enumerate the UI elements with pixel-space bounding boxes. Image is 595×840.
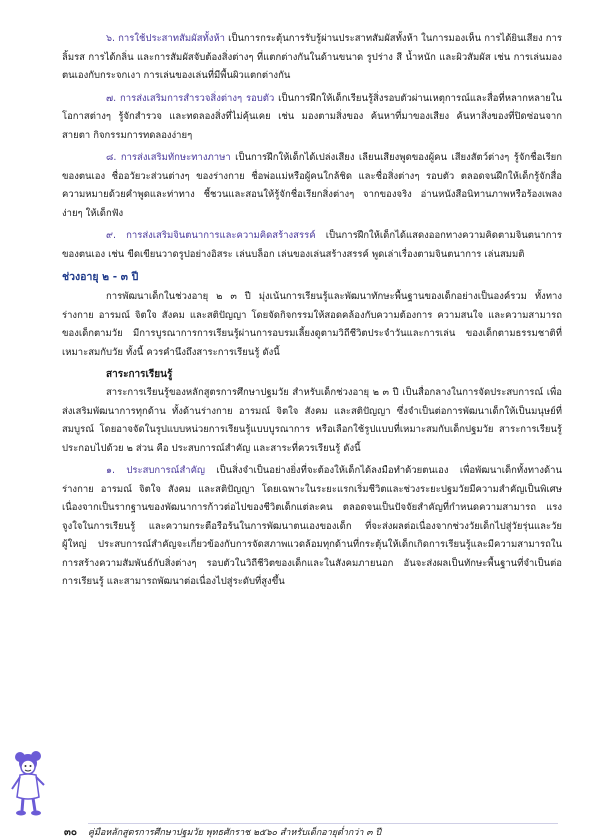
paragraph-imagination <box>62 227 562 264</box>
key-experience-paragraph <box>62 462 562 592</box>
learning-content-heading: สาระการเรียนรู้ <box>106 369 173 380</box>
key-experience-heading: ๑. ประสบการณ์สำคัญ <box>106 465 206 476</box>
age-section-intro: การพัฒนาเด็กในช่วงอายุ ๒ ๓ ปี มุ่งเน้นการเรียนรู้และพัฒนาทักษะพื้นฐานของเด็กอย่างเป็นองค์รวม ทั้งทางร่างกาย อารมณ์ จิตใจ สังคม และสติปัญญา โดยจัดกิจกรรมให้สอดคล้องกับความต้องการ ความสนใจ และความสามารถของเด็กตามวัย มีการบูรณาการการเรียนรู้ผ่านการอบรมเลี้ยงดูตามวิถีชีวิตประจำวันและการเล่น ของเด็กตามธรรมชาติที่เหมาะสมกับวัย ทั้งนี้ ควรคำนึงถึงสาระการเรียนรู้ ดังนี้ <box>62 291 562 358</box>
key-experience-text: เป็นสิ่งจำเป็นอย่างยิ่งที่จะต้องให้เด็กได้ลงมือทำด้วยตนเอง เพื่อพัฒนาเด็กทั้งทางด้านร่างกาย อารมณ์ จิตใจ สังคม และสติปัญญา โดยเฉพาะในระยะแรกเริ่มชีวิตและช่วงระยะปฐมวัยมีความสำคัญเป็นพิเศษ เนื่องจากเป็นรากฐานของพัฒนาการก้าวต่อไปของชีวิตเด็กแต่ละคน ตลอดจนเป็นปัจจัยสำคัญที่กำหนดความสามารถ แรงจูงใจในการเรียนรู้ และความกระตือรือร้นในการพัฒนาตนเองของเด็ก ที่จะส่งผลต่อเนื่องจากช่วงวัยเด็กไปสู่วัยรุ่นและวัยผู้ใหญ่ ประสบการณ์สำคัญจะเกี่ยวข้องกับการจัดสภาพแวดล้อมทุกด้านที่กระตุ้นให้เด็กเกิดการเรียนรู้และมีความสามารถในการสร้างความสัมพันธ์กับสิ่งต่างๆ รอบตัวในวิถีชีวิตของเด็กและในสังคมภายนอก อันจะส่งผลเป็นทักษะพื้นฐานที่จำเป็นต่อการเรียนรู้ และสามารถพัฒนาต่อเนื่องไปสู่ระดับที่สูงขึ้น <box>62 465 563 587</box>
page-footer <box>0 745 595 836</box>
senses-heading: ๖. การใช้ประสาทสัมผัสทั้งห้า <box>106 33 225 44</box>
language-heading: ๘. การส่งเสริมทักษะทางภาษา <box>106 152 231 163</box>
explore-text: เป็นการฝึกให้เด็กเรียนรู้สิ่งรอบตัวผ่านเหตุการณ์และสื่อที่หลากหลายในโอกาสต่างๆ รู้จักสำรวจ และทดลองสิ่งที่ไม่คุ้นเคย เช่น มองตามสิ่งของ ค้นหาที่มาของเสียง ค้นหาสิ่งของที่ปิดซ่อนจากสายตา กิจกรรมการทดลองง่ายๆ <box>62 92 563 141</box>
footer-title: คู่มือหลักสูตรการศึกษาปฐมวัย พุทธศักราช ๒๕๖๐ สำหรับเด็กอายุต่ำกว่า ๓ ปี <box>88 828 382 838</box>
language-text: เป็นการฝึกให้เด็กได้เปล่งเสียง เลียนเสียงพูดของผู้คน เสียงสัตว์ต่างๆ รู้จักชื่อเรียกของตนเอง ชื่ออวัยวะส่วนต่างๆ ของร่างกาย ชื่อพ่อแม่หรือผู้คนใกล้ชิด และชื่อสิ่งต่างๆ รอบตัว ตลอดจนฝึกให้เด็กรู้จักสื่อความหมายด้วยคำพูดและท่าทาง ชี้ชวนและสอนให้รู้จักชื่อเรียกสิ่งต่างๆ จากของจริง อ่านหนังสือนิทานภาพหรือร้องเพลงง่ายๆ ให้เด็กฟัง <box>62 152 563 219</box>
learning-content-paragraph: สาระการเรียนรู้ของหลักสูตรการศึกษาปฐมวัย สำหรับเด็กช่วงอายุ ๒ ๓ ปี เป็นสื่อกลางในการจัดประสบการณ์ เพื่อส่งเสริมพัฒนาการทุกด้าน ทั้งด้านร่างกาย อารมณ์ จิตใจ สังคม และสติปัญญา ซึ่งจำเป็นต่อการพัฒนาเด็กให้เป็นมนุษย์ที่สมบูรณ์ โดยอาจจัดในรูปแบบหน่วยการเรียนรู้แบบบูรณาการ หรือเลือกใช้รูปแบบที่เหมาะสมกับเด็กปฐมวัย สาระการเรียนรู้ประกอบไปด้วย ๒ ส่วน คือ ประสบการณ์สำคัญ และสาระที่ควรเรียนรู้ ดังนี้ <box>62 387 562 454</box>
explore-heading: ๗. การส่งเสริมการสำรวจสิ่งต่างๆ รอบตัว <box>106 92 275 104</box>
senses-text: เป็นการกระตุ้นการรับรู้ผ่านประสาทสัมผัสทั้งห้า ในการมองเห็น การได้ยินเสียง การลิ้มรส การได้กลิ่น และการสัมผัสจับต้องสิ่งต่างๆ ที่แตกต่างกันในด้านขนาด รูปร่าง สี น้ำหนัก และผิวสัมผัส เช่น การเล่นมองตนเองกับกระจกเงา การเล่นของเล่นที่มีพื้นผิวแตกต่างกัน <box>62 33 562 81</box>
imagination-text: เป็นการฝึกให้เด็กได้แสดงออกทางความคิดตามจินตนาการของตนเอง เช่น ขีดเขียนวาดรูปอย่างอิสระ เล่นบล็อก เล่นของเล่นสร้างสรรค์ พูดเล่าเรื่องตามจินตนาการ เล่นสมมติ <box>62 230 562 260</box>
paragraph-language <box>62 149 562 223</box>
paragraph-senses <box>62 30 562 86</box>
child-mascot-icon <box>6 745 66 833</box>
imagination-heading: ๙. การส่งเสริมจินตนาการและความคิดสร้างสรรค์ <box>106 230 316 241</box>
document-page <box>62 30 562 596</box>
paragraph-explore <box>62 90 562 146</box>
footer-divider <box>88 823 558 824</box>
page-number: ๓๐ <box>64 827 77 838</box>
age-section-heading: ช่วงอายุ ๒ - ๓ ปี <box>62 271 139 283</box>
